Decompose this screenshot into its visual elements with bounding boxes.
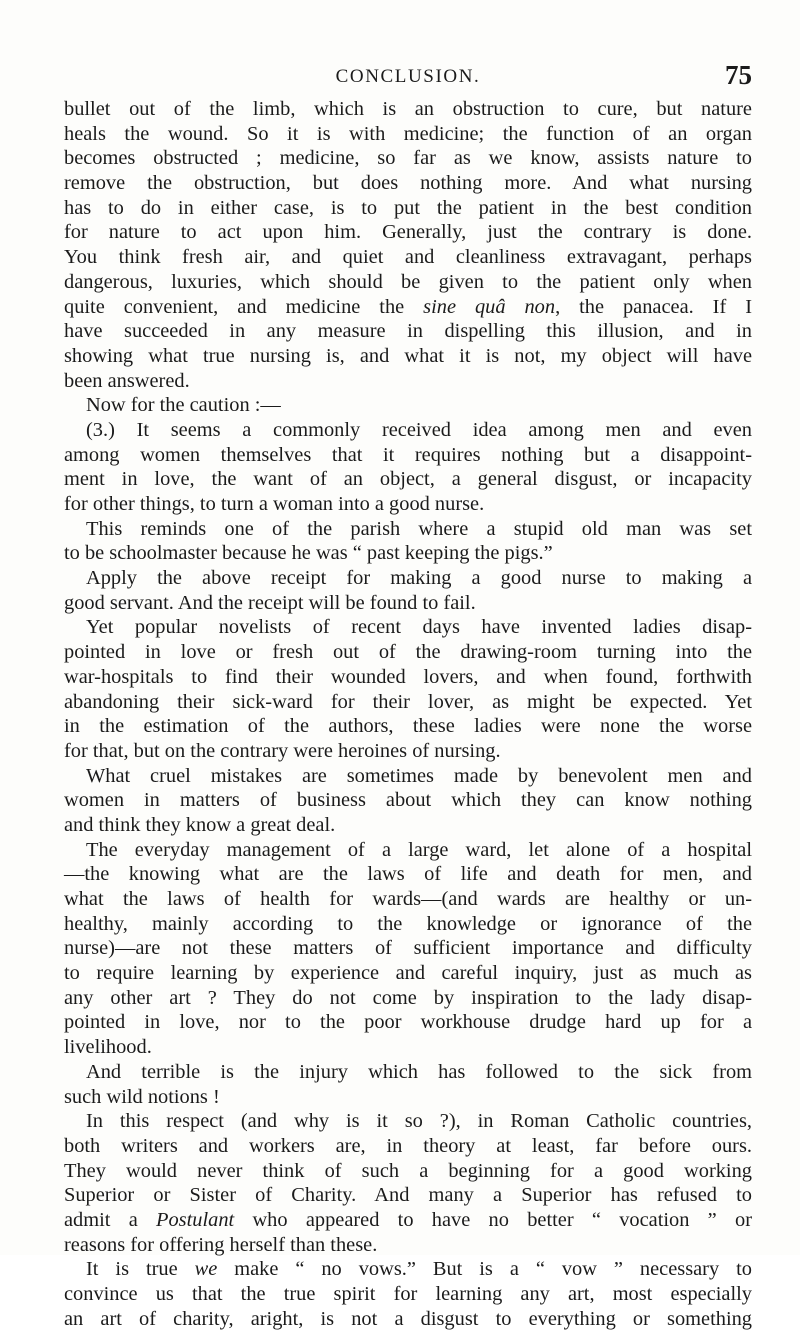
text-line: war-hospitals to find their wounded lovers, and when found, forthwith (64, 665, 752, 688)
text-line: good servant. And the receipt will be found to fail. (64, 591, 476, 614)
text-line: showing what true nursing is, and what it is not, my object will have (64, 344, 752, 367)
text-line: Now for the caution :— (86, 394, 281, 417)
text-line: bullet out of the limb, which is an obstruction to cure, but nature (64, 98, 752, 120)
text-line: an art of charity, aright, is not a disgust to everything or something (64, 1307, 752, 1330)
text-line: to be schoolmaster because he was “ past keeping the pigs.” (64, 542, 553, 565)
text-line: And terrible is the injury which has followed to the sick from (86, 1060, 752, 1083)
text-line: such wild notions ! (64, 1085, 220, 1108)
text-line: and think they know a great deal. (64, 813, 336, 836)
text-line: Apply the above receipt for making a good nurse to making a (86, 567, 752, 590)
text-line: What cruel mistakes are sometimes made by benevolent men and (86, 764, 752, 787)
text-line: convince us that the true spirit for learning any art, most especially (64, 1283, 752, 1305)
text-line: admit a Postulant who appeared to have no better “ vocation ” or (64, 1208, 752, 1231)
text-line: both writers and workers are, in theory at least, far before ours. (64, 1134, 752, 1157)
text-line: remove the obstruction, but does nothing more. And what nursing (64, 172, 752, 195)
text-line: nurse)—are not these matters of sufficient importance and difficulty (64, 937, 752, 960)
text-line: in the estimation of the authors, these ladies were none the worse (64, 715, 752, 738)
text-line: pointed in love or fresh out of the drawing-room turning into the (64, 641, 752, 664)
text-line: women in matters of business about which they can know nothing (64, 789, 752, 812)
text-line: The everyday management of a large ward, let alone of a hospital (86, 838, 752, 861)
page-number: 75 (725, 60, 752, 90)
text-line: It is true we make “ no vows.” But is a “ vow ” necessary to (86, 1258, 752, 1281)
text-line: —the knowing what are the laws of life and death for men, and (64, 863, 752, 886)
text-line: abandoning their sick-ward for their lover, as might be expected. Yet (64, 690, 752, 713)
text-line: any other art ? They do not come by inspiration to the lady disap- (64, 986, 752, 1009)
text-line: This reminds one of the parish where a stupid old man was set (86, 517, 752, 540)
text-line: livelihood. (64, 1036, 152, 1059)
text-line: Yet popular novelists of recent days have invented ladies disap- (86, 616, 752, 639)
text-line: among women themselves that it requires nothing but a disappoint- (64, 443, 752, 466)
text-line: ment in love, the want of an object, a general disgust, or incapacity (64, 468, 752, 491)
text-line: to require learning by experience and careful inquiry, just as much as (64, 962, 752, 985)
page-header (64, 60, 752, 94)
text-line: healthy, mainly according to the knowledge or ignorance of the (64, 912, 752, 935)
text-line: reasons for offering herself than these. (64, 1233, 378, 1256)
text-line: In this respect (and why is it so ?), in Roman Catholic countries, (86, 1110, 752, 1133)
text-line: Superior or Sister of Charity. And many a Superior has refused to (64, 1184, 752, 1207)
text-line: been answered. (64, 369, 190, 392)
text-line: for nature to act upon him. Generally, just the contrary is done. (64, 221, 752, 244)
text-line: dangerous, luxuries, which should be given to the patient only when (64, 270, 752, 293)
text-line: heals the wound. So it is with medicine; the function of an organ (64, 122, 752, 145)
running-head: CONCLUSION. (335, 66, 481, 87)
text-line: have succeeded in any measure in dispelling this illusion, and in (64, 320, 752, 343)
text-line: for that, but on the contrary were heroines of nursing. (64, 739, 501, 762)
text-line: what the laws of health for wards—(and wards are healthy or un- (64, 888, 752, 910)
text-line: They would never think of such a beginning for a good working (64, 1159, 752, 1182)
text-line: You think fresh air, and quiet and cleanliness extravagant, perhaps (64, 246, 752, 269)
body-text (64, 97, 752, 1331)
text-line: pointed in love, nor to the poor workhouse drudge hard up for a (64, 1011, 752, 1034)
text-line: becomes obstructed ; medicine, so far as we know, assists nature to (64, 147, 752, 170)
text-line: (3.) It seems a commonly received idea among men and even (86, 418, 752, 441)
text-line: quite convenient, and medicine the sine quâ non, the panacea. If I (64, 295, 752, 318)
text-line: has to do in either case, is to put the patient in the best condition (64, 196, 752, 219)
text-line: for other things, to turn a woman into a good nurse. (64, 493, 485, 515)
